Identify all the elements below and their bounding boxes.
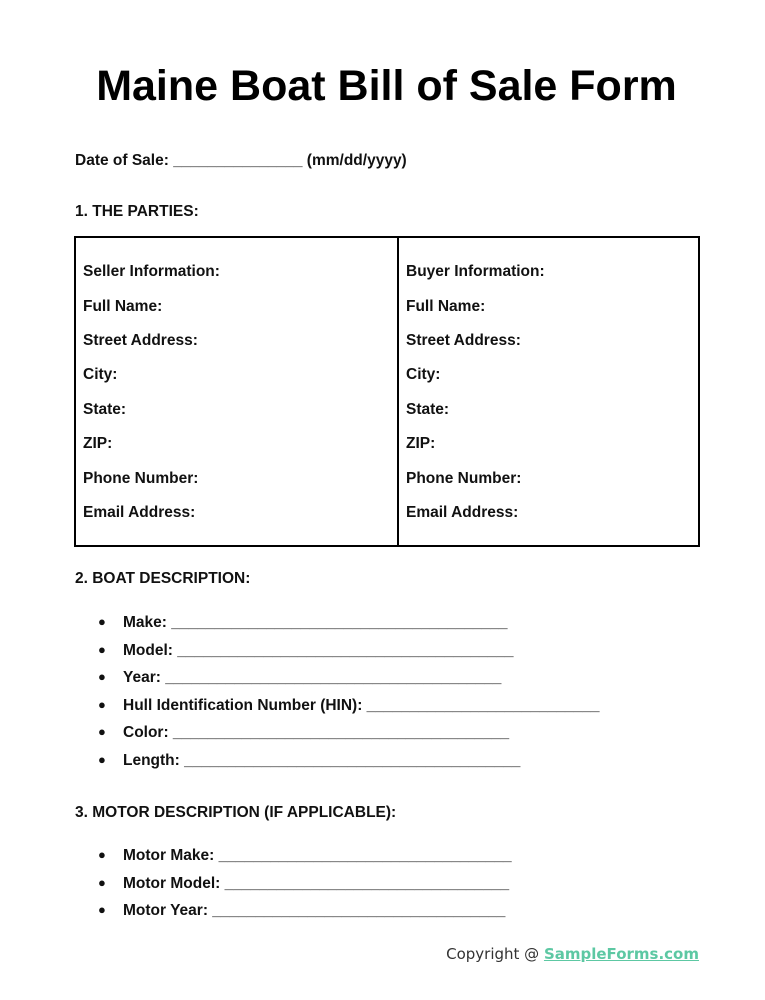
- seller-full-name-label: Full Name:: [83, 298, 163, 315]
- seller-state-label: State:: [83, 401, 127, 418]
- buyer-info-heading: Buyer Information:: [406, 263, 545, 280]
- bullet-icon: ●: [98, 875, 106, 890]
- bullet-icon: ●: [98, 614, 106, 629]
- section-parties-heading: 1. THE PARTIES:: [75, 203, 199, 220]
- buyer-zip-label: ZIP:: [406, 435, 436, 452]
- buyer-email-label: Email Address:: [406, 504, 519, 521]
- copyright-text: Copyright @: [446, 945, 544, 963]
- boat-hin-field: Hull Identification Number (HIN): ___________________________: [123, 697, 600, 714]
- buyer-column: [399, 238, 698, 545]
- seller-info-heading: Seller Information:: [83, 263, 220, 280]
- list-item: [98, 724, 509, 742]
- buyer-full-name-label: Full Name:: [406, 298, 486, 315]
- bullet-icon: ●: [98, 847, 106, 862]
- bullet-icon: ●: [98, 752, 106, 767]
- copyright-footer: [446, 945, 699, 963]
- boat-length-field: Length: _______________________________________: [123, 752, 521, 769]
- boat-year-field: Year: _______________________________________: [123, 669, 502, 686]
- section-boat-heading: 2. BOAT DESCRIPTION:: [75, 570, 251, 587]
- boat-model-field: Model: _______________________________________: [123, 642, 514, 659]
- bullet-icon: ●: [98, 902, 106, 917]
- date-of-sale-line: Date of Sale: _______________ (mm/dd/yyyy): [75, 152, 407, 169]
- parties-table: [74, 236, 700, 547]
- seller-phone-label: Phone Number:: [83, 470, 199, 487]
- list-item: [98, 875, 509, 893]
- buyer-street-address-label: Street Address:: [406, 332, 521, 349]
- seller-email-label: Email Address:: [83, 504, 196, 521]
- page-title: Maine Boat Bill of Sale Form: [96, 62, 677, 110]
- buyer-phone-label: Phone Number:: [406, 470, 522, 487]
- motor-make-field: Motor Make: __________________________________: [123, 847, 512, 864]
- buyer-city-label: City:: [406, 366, 441, 383]
- boat-color-field: Color: _______________________________________: [123, 724, 510, 741]
- bullet-icon: ●: [98, 697, 106, 712]
- seller-column: [76, 238, 399, 545]
- list-item: [98, 642, 513, 660]
- seller-city-label: City:: [83, 366, 118, 383]
- motor-year-field: Motor Year: __________________________________: [123, 902, 506, 919]
- list-item: [98, 669, 501, 687]
- section-motor-heading: 3. MOTOR DESCRIPTION (IF APPLICABLE):: [75, 804, 397, 821]
- list-item: [98, 902, 505, 920]
- bullet-icon: ●: [98, 724, 106, 739]
- sampleforms-link[interactable]: SampleForms.com: [543, 945, 699, 963]
- seller-street-address-label: Street Address:: [83, 332, 198, 349]
- bullet-icon: ●: [98, 642, 106, 657]
- buyer-state-label: State:: [406, 401, 450, 418]
- list-item: [98, 752, 520, 770]
- seller-zip-label: ZIP:: [83, 435, 113, 452]
- motor-model-field: Motor Model: _________________________________: [123, 875, 510, 892]
- boat-make-field: Make: _______________________________________: [123, 614, 508, 631]
- list-item: [98, 847, 512, 865]
- bullet-icon: ●: [98, 669, 106, 684]
- list-item: [98, 614, 507, 632]
- list-item: [98, 697, 599, 715]
